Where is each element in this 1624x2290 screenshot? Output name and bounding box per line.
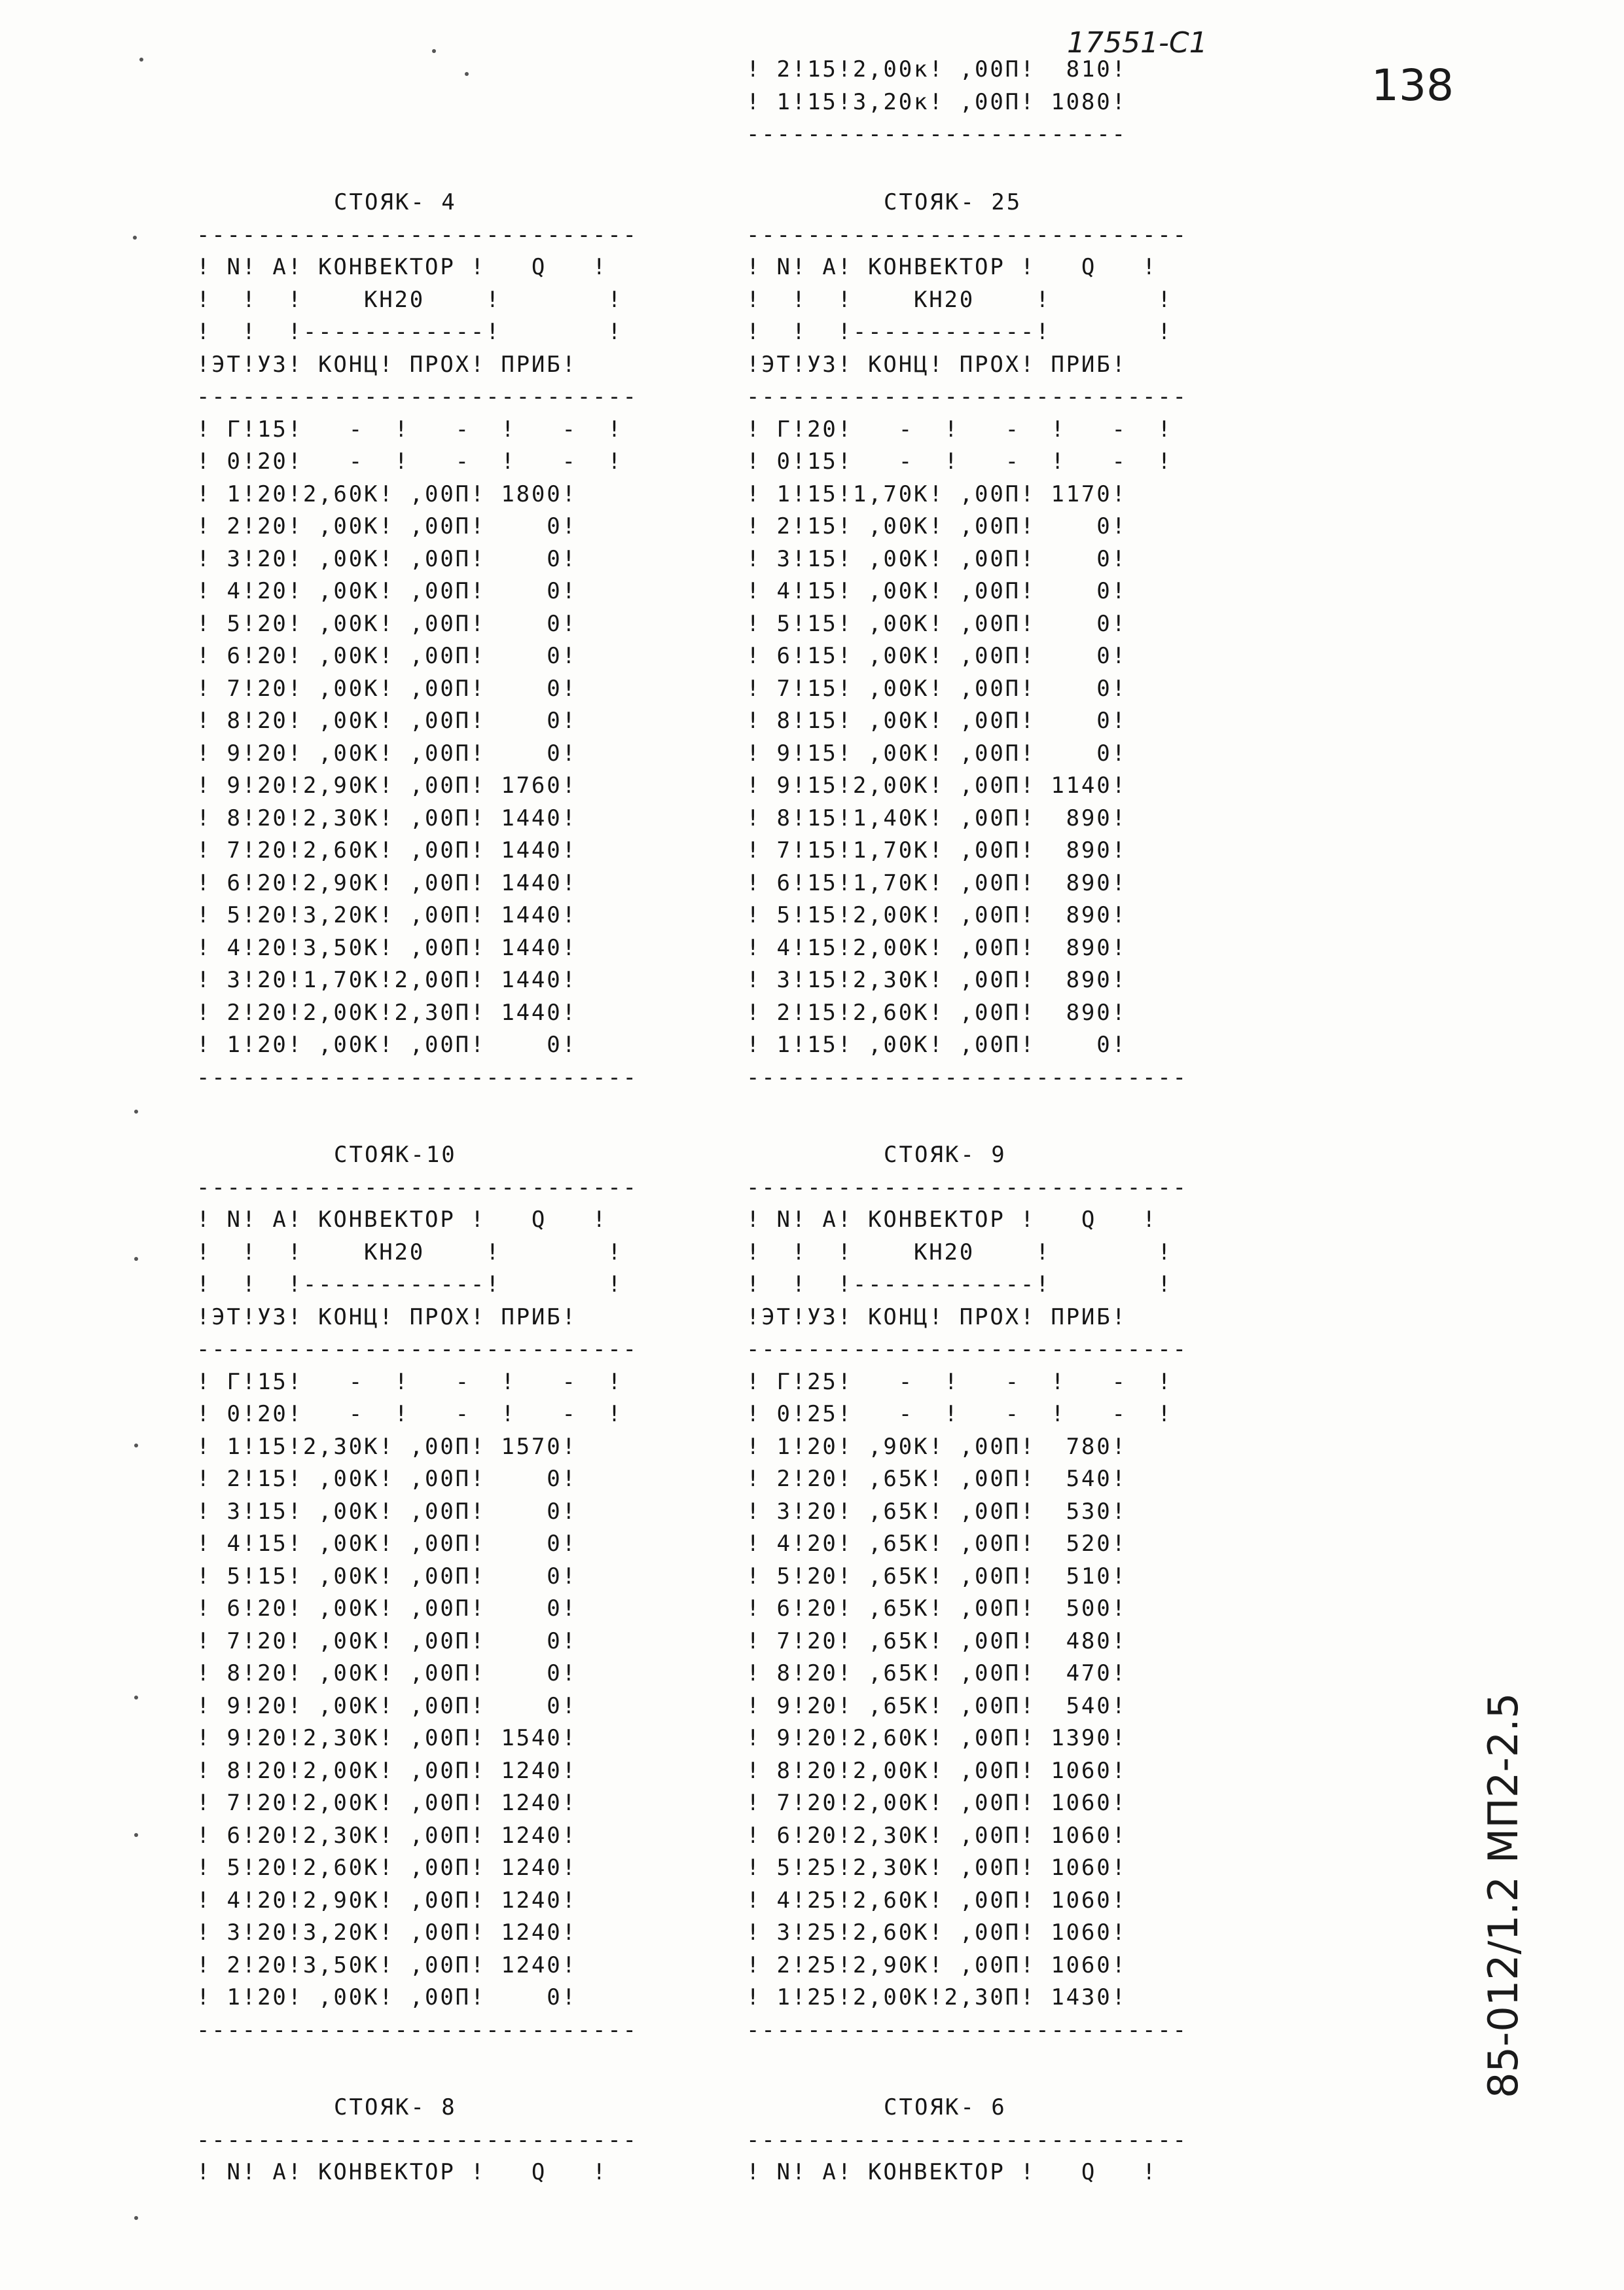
text-line: -----------------------------: [746, 1174, 1188, 1201]
table-row: ! 3!20! ,00К! ,00П! 0!: [196, 545, 577, 572]
text-line: -----------------------------: [196, 1174, 638, 1201]
table-row: ! 8!20!2,30К! ,00П! 1440!: [196, 805, 577, 831]
table-title: СТОЯК- 4: [334, 189, 457, 215]
text-line: ! ! ! КН20 ! !: [196, 1239, 623, 1265]
table-row: ! 5!20! ,00К! ,00П! 0!: [196, 610, 577, 637]
table-row: ! 9!20! ,00К! ,00П! 0!: [196, 740, 577, 767]
text-line: -----------------------------: [746, 384, 1188, 410]
table-row: ! 5!15! ,00К! ,00П! 0!: [746, 610, 1127, 637]
table-row: ! Г!15! - ! - ! - !: [196, 416, 623, 443]
table-row: ! 9!15!2,00К! ,00П! 1140!: [746, 772, 1127, 799]
table-row: ! 4!20!3,50К! ,00П! 1440!: [196, 934, 577, 961]
table-row: ! 6!15!1,70К! ,00П! 890!: [746, 869, 1127, 896]
table-row: ! 3!15! ,00К! ,00П! 0!: [746, 545, 1127, 572]
table-row: ! 1!20! ,00К! ,00П! 0!: [196, 1984, 577, 2010]
text-line: !ЭТ!УЗ! КОНЦ! ПРОХ! ПРИБ!: [746, 351, 1127, 378]
table-row: ! 2!20! ,65К! ,00П! 540!: [746, 1466, 1127, 1492]
table-row: ! 6!20!2,90К! ,00П! 1440!: [196, 869, 577, 896]
margin-mark: [134, 2216, 138, 2220]
table-row: ! 8!20! ,00К! ,00П! 0!: [196, 1660, 577, 1686]
table-row: ! Г!20! - ! - ! - !: [746, 416, 1173, 443]
text-line: -----------------------------: [196, 1064, 638, 1091]
table-row: ! 4!15! ,00К! ,00П! 0!: [196, 1531, 577, 1557]
table-row: ! 6!20! ,65К! ,00П! 500!: [746, 1595, 1127, 1622]
text-line: ! N! А! КОНВЕКТОР ! Q !: [196, 2159, 608, 2185]
table-title: СТОЯК- 8: [334, 2094, 457, 2120]
table-row: ! 3!20!3,20К! ,00П! 1240!: [196, 1919, 577, 1946]
riser-table-6: [746, 2092, 1188, 2189]
table-row: ! 0!25! - ! - ! - !: [746, 1401, 1173, 1427]
table-row: ! 7!20!2,00К! ,00П! 1060!: [746, 1790, 1127, 1816]
table-row: ! 2!15! ,00К! ,00П! 0!: [196, 1466, 577, 1492]
table-row: ! 6!20!2,30К! ,00П! 1060!: [746, 1822, 1127, 1849]
table-row: ! Г!25! - ! - ! - !: [746, 1368, 1173, 1395]
text-line: ! ! ! КН20 ! !: [196, 286, 623, 313]
table-row: ! 7!20! ,65К! ,00П! 480!: [746, 1627, 1127, 1654]
table-row: ! 9!20!2,30К! ,00П! 1540!: [196, 1725, 577, 1751]
table-row: ! 4!20!2,90К! ,00П! 1240!: [196, 1887, 577, 1914]
riser-table-8: [196, 2092, 638, 2189]
table-row: ! 1!20!2,60К! ,00П! 1800!: [196, 481, 577, 507]
table-row: ! 5!20!2,60К! ,00П! 1240!: [196, 1855, 577, 1881]
text-line: ! ! ! КН20 ! !: [746, 1239, 1173, 1265]
table-row: ! 9!15! ,00К! ,00П! 0!: [746, 740, 1127, 767]
text-line: !ЭТ!УЗ! КОНЦ! ПРОХ! ПРИБ!: [196, 1303, 577, 1330]
top-code: 17551-С1: [1067, 26, 1208, 60]
text-line: ! N! А! КОНВЕКТОР ! Q !: [196, 1207, 608, 1233]
table-title: СТОЯК- 9: [884, 1142, 1007, 1168]
table-row: ! 2!20!3,50К! ,00П! 1240!: [196, 1952, 577, 1978]
riser-table-10: [196, 1139, 638, 2046]
table-row: ! 5!15!2,00К! ,00П! 890!: [746, 902, 1127, 928]
text-line: -----------------------------: [746, 1064, 1188, 1091]
table-row: ! 7!15! ,00К! ,00П! 0!: [746, 675, 1127, 702]
text-line: -----------------------------: [196, 221, 638, 248]
table-row: ! 4!25!2,60К! ,00П! 1060!: [746, 1887, 1127, 1914]
table-row: ! 2!15!2,60К! ,00П! 890!: [746, 999, 1127, 1026]
text-line: ! N! А! КОНВЕКТОР ! Q !: [746, 2159, 1158, 2185]
table-title: СТОЯК-10: [334, 1142, 457, 1168]
table-row: ! 7!15!1,70К! ,00П! 890!: [746, 837, 1127, 863]
table-row: ! 1!15! ,00К! ,00П! 0!: [746, 1032, 1127, 1058]
text-line: ! ! !------------! !: [746, 319, 1173, 345]
table-row: ! 4!15! ,00К! ,00П! 0!: [746, 578, 1127, 604]
table-row: ! 6!20!2,30К! ,00П! 1240!: [196, 1822, 577, 1849]
table-row: ! 8!15!1,40К! ,00П! 890!: [746, 805, 1127, 831]
text-line: ! N! А! КОНВЕКТОР ! Q !: [196, 254, 608, 280]
table-row: ! 8!15! ,00К! ,00П! 0!: [746, 708, 1127, 734]
text-line: !ЭТ!УЗ! КОНЦ! ПРОХ! ПРИБ!: [746, 1303, 1127, 1330]
table-row: ! 5!20! ,65К! ,00П! 510!: [746, 1563, 1127, 1590]
text-line: !ЭТ!УЗ! КОНЦ! ПРОХ! ПРИБ!: [196, 351, 577, 378]
table-row: ! 3!25!2,60К! ,00П! 1060!: [746, 1919, 1127, 1946]
table-row: ! 3!15! ,00К! ,00П! 0!: [196, 1498, 577, 1525]
margin-mark: [134, 1696, 138, 1699]
text-line: -----------------------------: [746, 1336, 1188, 1362]
table-row: ! 6!20! ,00К! ,00П! 0!: [196, 1595, 577, 1622]
page-number: 138: [1371, 60, 1454, 111]
margin-mark: [465, 72, 469, 76]
text-line: ! ! !------------! !: [746, 1271, 1173, 1298]
text-line: -----------------------------: [746, 2016, 1188, 2043]
text-line: ! N! А! КОНВЕКТОР ! Q !: [746, 254, 1158, 280]
table-title: СТОЯК- 25: [884, 189, 1022, 215]
table-row: ! 5!15! ,00К! ,00П! 0!: [196, 1563, 577, 1590]
table-row: ! 1!25!2,00К!2,30П! 1430!: [746, 1984, 1127, 2010]
table-row: ! 1!15!2,30К! ,00П! 1570!: [196, 1433, 577, 1460]
table-row: ! 9!20! ,65К! ,00П! 540!: [746, 1692, 1127, 1719]
margin-mark: [139, 58, 143, 62]
margin-mark: [134, 1110, 138, 1114]
table-row: ! 9!20!2,60К! ,00П! 1390!: [746, 1725, 1127, 1751]
margin-mark: [432, 49, 436, 53]
table-row: ! 0!15! - ! - ! - !: [746, 448, 1173, 475]
table-row: ! 8!20!2,00К! ,00П! 1060!: [746, 1757, 1127, 1784]
table-row: ! 1!20! ,00К! ,00П! 0!: [196, 1032, 577, 1058]
text-line: -----------------------------: [746, 221, 1188, 248]
table-row: ! 1!20! ,90К! ,00П! 780!: [746, 1433, 1127, 1460]
text-line: ! ! !------------! !: [196, 319, 623, 345]
text-line: -----------------------------: [196, 2016, 638, 2043]
table-row: ! 8!20!2,00К! ,00П! 1240!: [196, 1757, 577, 1784]
margin-mark: [134, 1444, 138, 1447]
table-row: ! 9!20! ,00К! ,00П! 0!: [196, 1692, 577, 1719]
margin-mark: [134, 1257, 138, 1261]
text-line: ! 1!15!3,20к! ,00П! 1080!: [746, 88, 1127, 115]
margin-mark: [133, 236, 137, 240]
table-row: ! Г!15! - ! - ! - !: [196, 1368, 623, 1395]
table-row: ! 7!20! ,00К! ,00П! 0!: [196, 1627, 577, 1654]
text-line: -----------------------------: [746, 2126, 1188, 2153]
table-row: ! 2!20!2,00К!2,30П! 1440!: [196, 999, 577, 1026]
riser-table-4: [196, 187, 638, 1094]
table-row: ! 2!20! ,00К! ,00П! 0!: [196, 513, 577, 539]
table-row: ! 7!20! ,00К! ,00П! 0!: [196, 675, 577, 702]
table-row: ! 9!20!2,90К! ,00П! 1760!: [196, 772, 577, 799]
table-row: ! 6!15! ,00К! ,00П! 0!: [746, 643, 1127, 669]
table-row: ! 5!20!3,20К! ,00П! 1440!: [196, 902, 577, 928]
table-row: ! 8!20! ,00К! ,00П! 0!: [196, 708, 577, 734]
table-row: ! 3!15!2,30К! ,00П! 890!: [746, 967, 1127, 993]
margin-mark: [134, 1833, 138, 1837]
side-code: 85-012/1.2 МП2-2.5: [1479, 1692, 1527, 2098]
text-line: ! 2!15!2,00к! ,00П! 810!: [746, 56, 1127, 82]
table-row: ! 3!20! ,65К! ,00П! 530!: [746, 1498, 1127, 1525]
text-line: -----------------------------: [196, 1336, 638, 1362]
text-line: ! ! ! КН20 ! !: [746, 286, 1173, 313]
text-line: -------------------------: [746, 121, 1127, 147]
text-line: -----------------------------: [196, 2126, 638, 2153]
table-row: ! 8!20! ,65К! ,00П! 470!: [746, 1660, 1127, 1686]
text-line: -----------------------------: [196, 384, 638, 410]
top-fragment: [746, 54, 1127, 151]
table-title: СТОЯК- 6: [884, 2094, 1007, 2120]
table-row: ! 6!20! ,00К! ,00П! 0!: [196, 643, 577, 669]
table-row: ! 0!20! - ! - ! - !: [196, 1401, 623, 1427]
table-row: ! 4!20! ,65К! ,00П! 520!: [746, 1531, 1127, 1557]
table-row: ! 7!20!2,60К! ,00П! 1440!: [196, 837, 577, 863]
table-row: ! 2!15! ,00К! ,00П! 0!: [746, 513, 1127, 539]
riser-table-25: [746, 187, 1188, 1094]
table-row: ! 2!25!2,90К! ,00П! 1060!: [746, 1952, 1127, 1978]
riser-table-9: [746, 1139, 1188, 2046]
table-row: ! 7!20!2,00К! ,00П! 1240!: [196, 1790, 577, 1816]
text-line: ! ! !------------! !: [196, 1271, 623, 1298]
table-row: ! 3!20!1,70К!2,00П! 1440!: [196, 967, 577, 993]
text-line: ! N! А! КОНВЕКТОР ! Q !: [746, 1207, 1158, 1233]
table-row: ! 1!15!1,70К! ,00П! 1170!: [746, 481, 1127, 507]
table-row: ! 5!25!2,30К! ,00П! 1060!: [746, 1855, 1127, 1881]
table-row: ! 4!15!2,00К! ,00П! 890!: [746, 934, 1127, 961]
table-row: ! 4!20! ,00К! ,00П! 0!: [196, 578, 577, 604]
table-row: ! 0!20! - ! - ! - !: [196, 448, 623, 475]
